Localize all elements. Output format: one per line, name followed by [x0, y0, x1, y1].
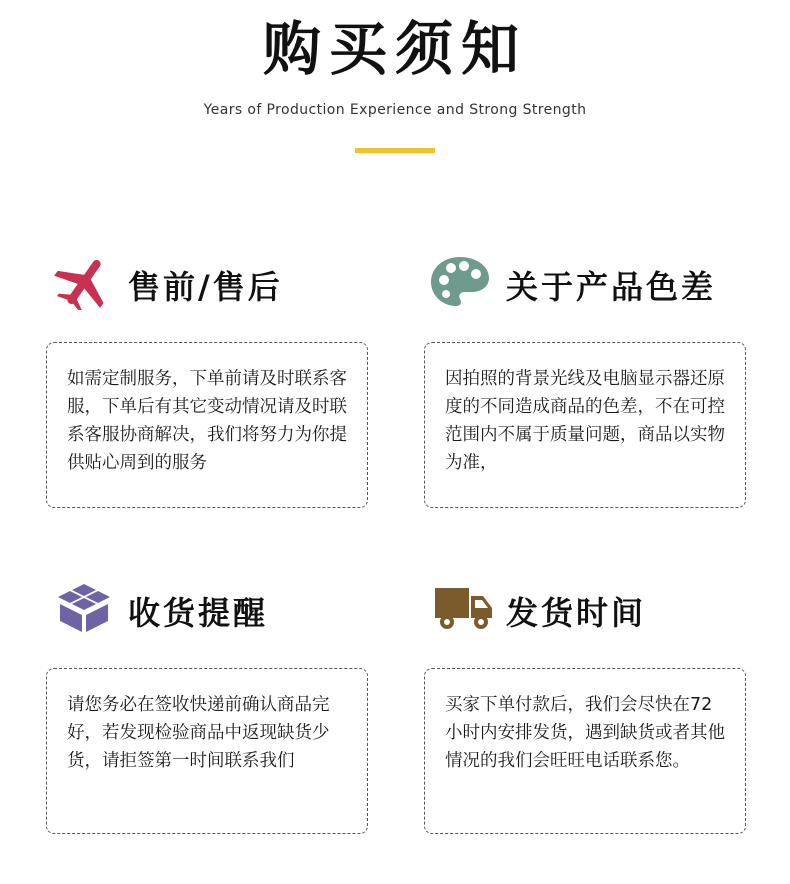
airplane-icon	[54, 254, 114, 310]
info-card: 因拍照的背景光线及电脑显示器还原度的不同造成商品的色差，不在可控范围内不属于质量问题，商品以实物为准，	[424, 342, 746, 508]
section-header	[52, 254, 382, 310]
section-header	[52, 580, 382, 636]
section-title: 售前/售后	[128, 268, 283, 306]
page-title: 购买须知	[262, 15, 527, 83]
box-icon	[56, 580, 116, 636]
page-subtitle: Years of Production Experience and Strong Strength	[203, 102, 587, 118]
info-card: 请您务必在签收快递前确认商品完好，若发现检验商品中返现缺货少货，请拒签第一时间联系我们	[46, 668, 368, 834]
info-card: 买家下单付款后，我们会尽快在72小时内安排发货，遇到缺货或者其他情况的我们会旺旺电话联系您。	[424, 668, 746, 834]
section-title: 关于产品色差	[506, 268, 717, 306]
info-card: 如需定制服务，下单前请及时联系客服，下单后有其它变动情况请及时联系客服协商解决，我们将努力为你提供贴心周到的服务	[46, 342, 368, 508]
truck-icon	[434, 580, 494, 636]
section-header	[430, 254, 760, 310]
palette-icon	[430, 254, 490, 310]
section-header	[430, 580, 760, 636]
section-title: 收货提醒	[128, 594, 269, 632]
accent-divider	[355, 148, 435, 153]
section-title: 发货时间	[506, 594, 647, 632]
